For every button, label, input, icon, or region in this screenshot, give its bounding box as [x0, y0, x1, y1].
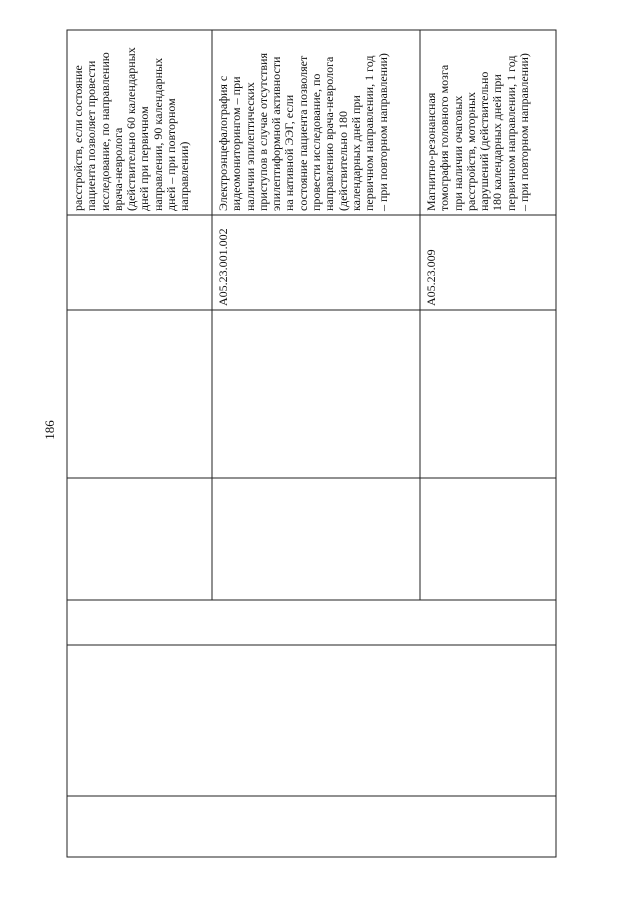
page-number: 186 — [42, 420, 57, 440]
table-row-2-code: A05.23.001.002 — [216, 228, 230, 306]
table-row-3-code: A05.23.009 — [424, 249, 438, 306]
table-row-2-description: Электроэнцефалография с видеомониторингом – при наличии эпилептических приступов в случае отсутствия эпилептиформной активности на нативной ЭЭГ, если состояние пациента позволяет провести исследование, по направлению врача-невролога (действительно 180 календарных дней при первичном направлении, 1 год – при повторном направлении) — [216, 53, 390, 211]
table-row-1-description: расстройств, если состояние пациента позволяет провести исследование, по направлению врача-невролога (действительно 60 календарных дней при первичном направлении, 90 календарных дней – при повторном направлении) — [71, 47, 192, 211]
table-row-3-description: Магнитно-резонансная томография головного мозга при наличии очаговых расстройств, моторных нарушений (действительно 180 календарных дней при первичном направлении, 1 год – при повторном направлении) — [424, 53, 532, 211]
